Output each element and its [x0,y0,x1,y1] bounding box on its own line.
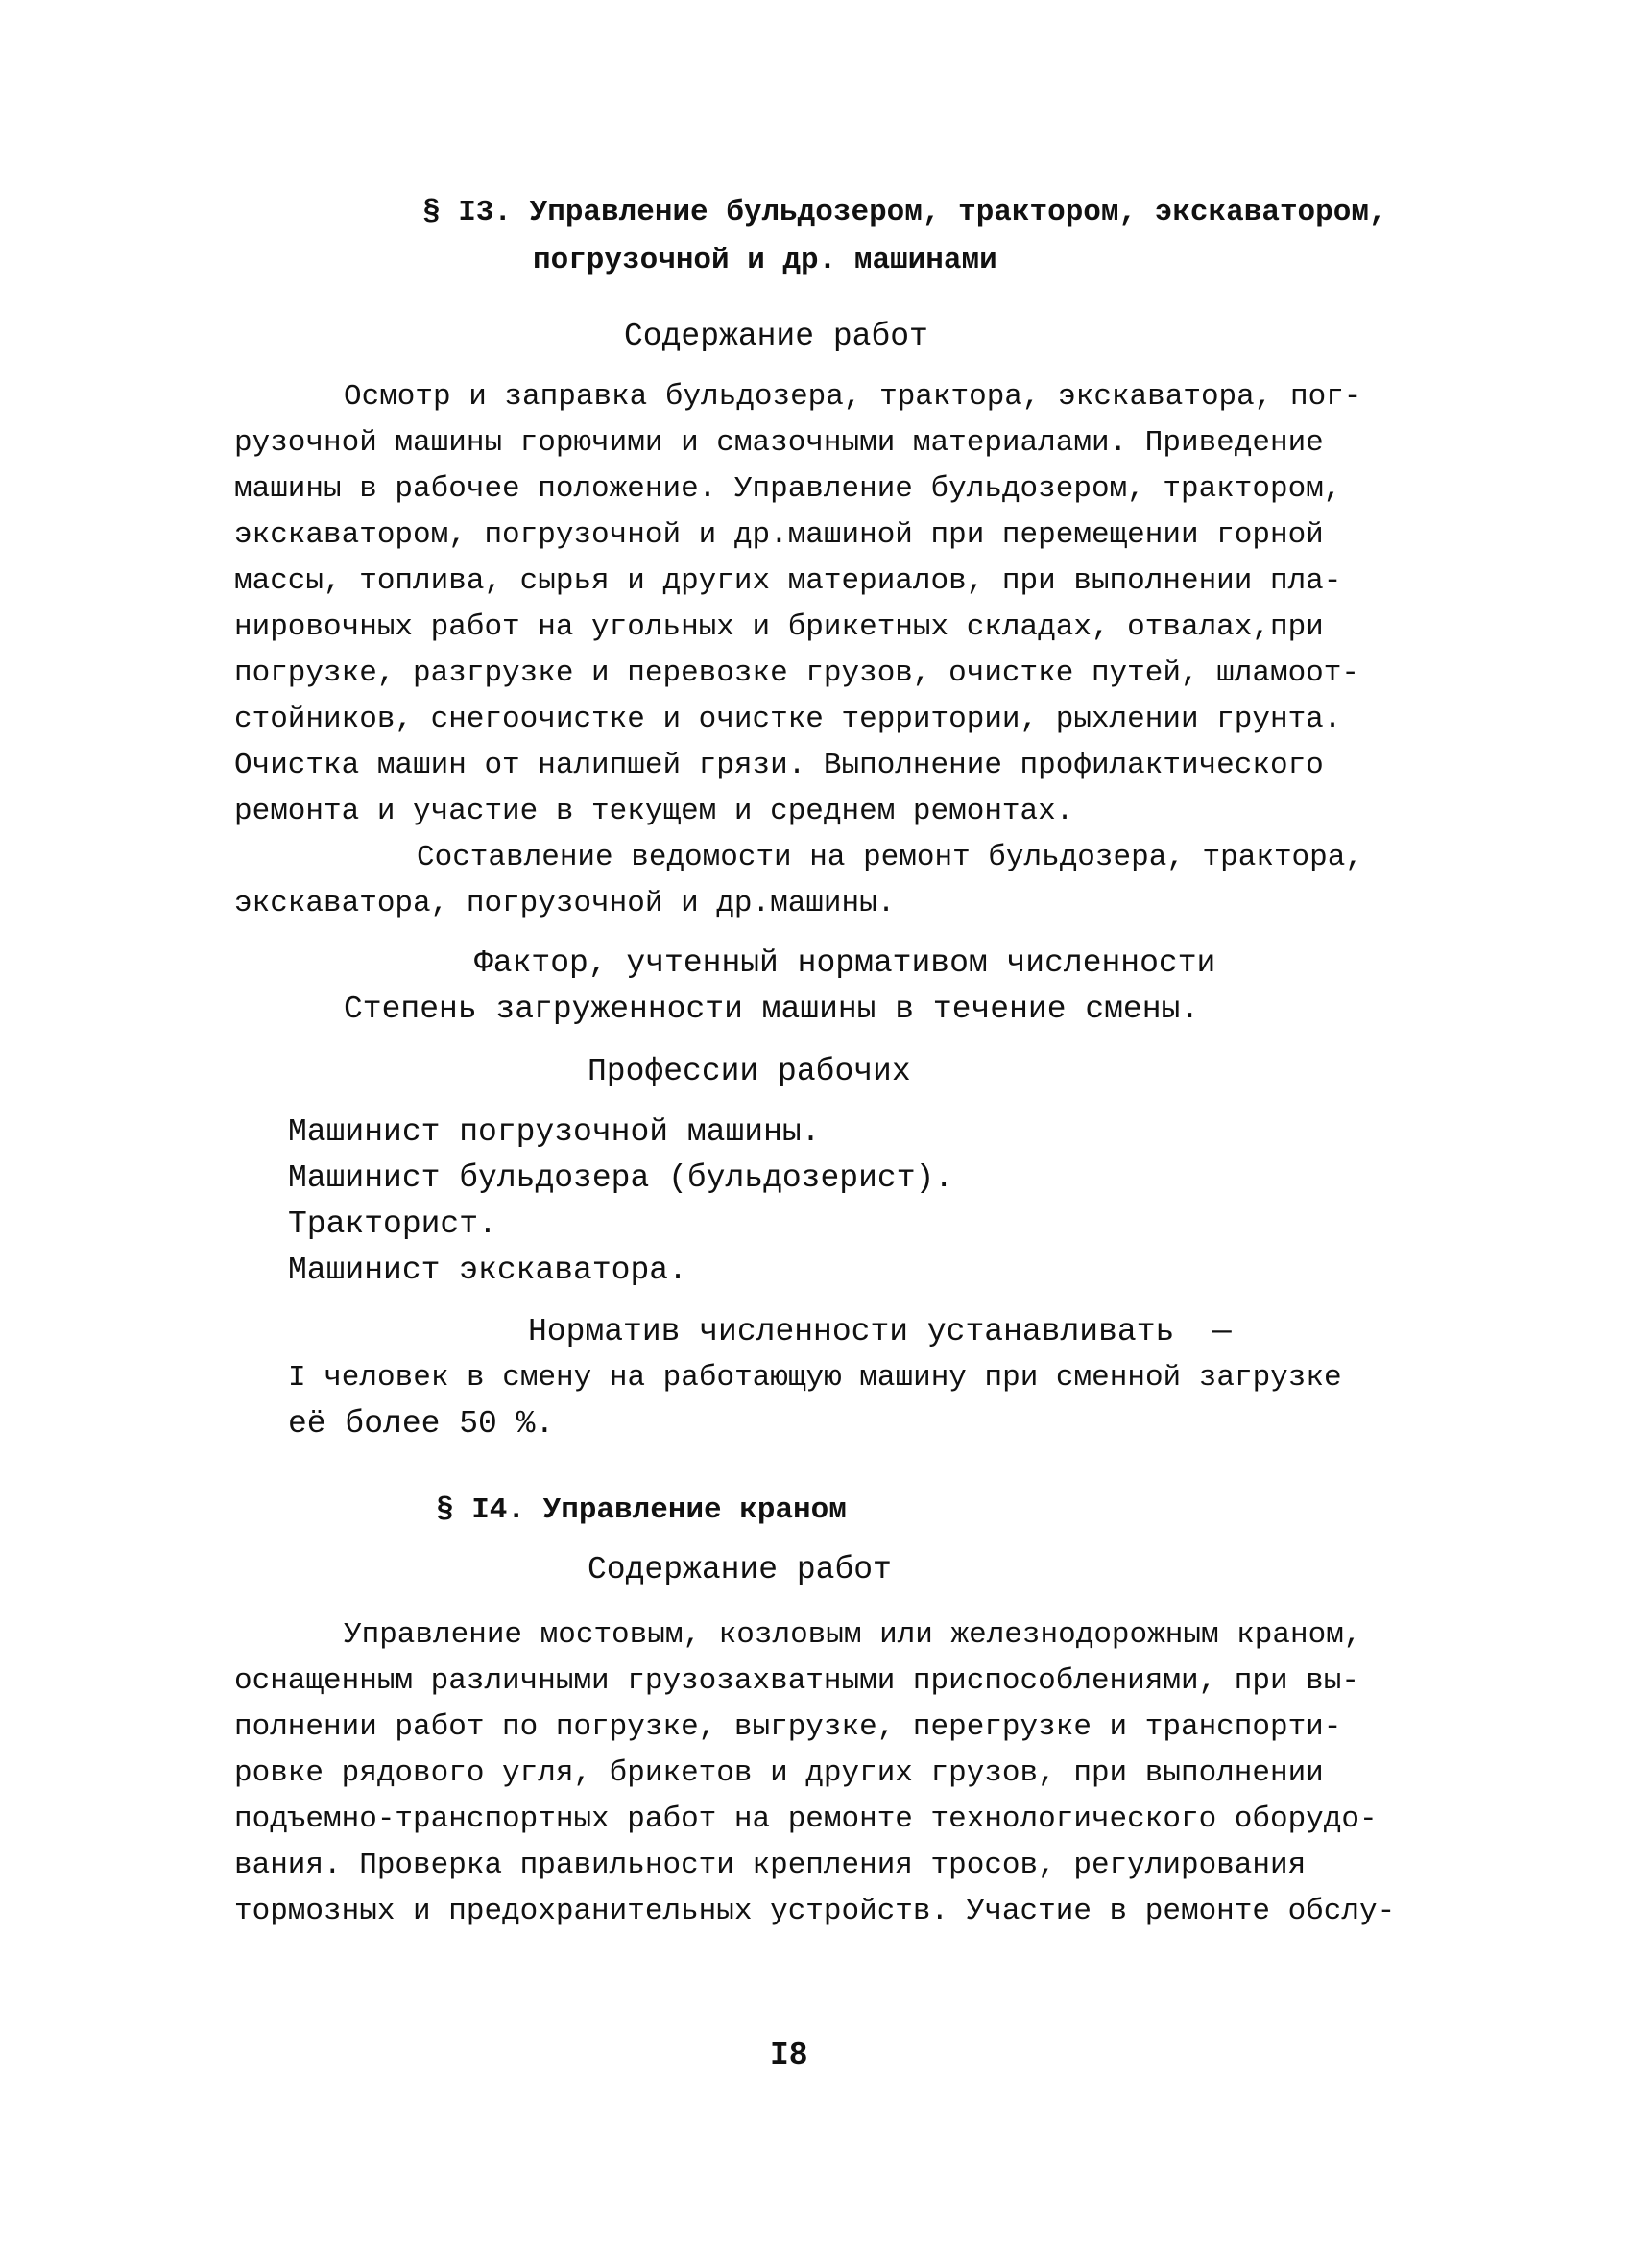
profession-item: Машинист погрузочной машины. [288,1114,821,1150]
section-14-body-line: вания. Проверка правильности крепления тросов, регулирования [234,1849,1307,1882]
profession-item: Машинист бульдозера (бульдозерист). [288,1160,954,1196]
section-13-body-line: массы, топлива, сырья и других материалов, при выполнении пла- [234,564,1342,598]
section-13-body-line: машины в рабочее положение. Управление бульдозером, трактором, [234,472,1342,506]
section-14-body-line: тормозных и предохранительных устройств. Участие в ремонте обслу- [234,1895,1396,1928]
norm-line: I человек в смену на работающую машину при сменной загрузке [288,1361,1342,1395]
section-14-content-heading: Содержание работ [588,1552,892,1588]
page-number: I8 [770,2038,808,2073]
section-14-body-line: полнении работ по погрузке, выгрузке, перегрузке и транспорти- [234,1710,1342,1744]
section-13-body-line: нировочных работ на угольных и брикетных складах, отвалах,при [234,610,1324,644]
norm-line: её более 50 %. [288,1406,555,1442]
profession-item: Тракторист. [288,1206,497,1242]
section-13-body-line: экскаватором, погрузочной и др.машиной при перемещении горной [234,518,1324,552]
factor-heading: Фактор, учтенный нормативом численности [474,945,1216,981]
section-13-body-line: Осмотр и заправка бульдозера, трактора, экскаватора, пог- [344,380,1362,414]
section-13-title-line-1: § I3. Управление бульдозером, трактором, экскаватором, [422,196,1387,229]
section-13-content-heading: Содержание работ [624,319,928,354]
section-14-body-line: Управление мостовым, козловым или железнодорожным краном, [344,1618,1362,1652]
section-13-body-line: рузочной машины горючими и смазочными материалами. Приведение [234,426,1324,460]
section-13-body-line: Очистка машин от налипшей грязи. Выполнение профилактического [234,749,1324,782]
profession-item: Машинист экскаватора. [288,1253,687,1288]
section-13-title-line-2: погрузочной и др. машинами [533,244,997,277]
section-14-title: § I4. Управление краном [436,1493,847,1527]
section-13-body-line: погрузке, разгрузке и перевозке грузов, очистке путей, шламоот- [234,657,1359,690]
section-14-body-line: ровке рядового угля, брикетов и других грузов, при выполнении [234,1756,1324,1790]
section-14-body-line: оснащенным различными грузозахватными приспособлениями, при вы- [234,1664,1359,1698]
factor-text: Степень загруженности машины в течение смены. [344,991,1200,1027]
section-14-body-line: подъемно-транспортных работ на ремонте технологического оборудо- [234,1802,1378,1836]
section-13-body-line: Составление ведомости на ремонт бульдозера, трактора, [417,841,1363,874]
norm-line: Норматив численности устанавливать — [528,1314,1232,1349]
professions-heading: Профессии рабочих [588,1054,911,1089]
section-13-body-line: ремонта и участие в текущем и среднем ремонтах. [234,795,1074,828]
section-13-body-line: экскаватора, погрузочной и др.машины. [234,887,896,920]
section-13-body-line: стойников, снегоочистке и очистке территории, рыхлении грунта. [234,703,1342,736]
